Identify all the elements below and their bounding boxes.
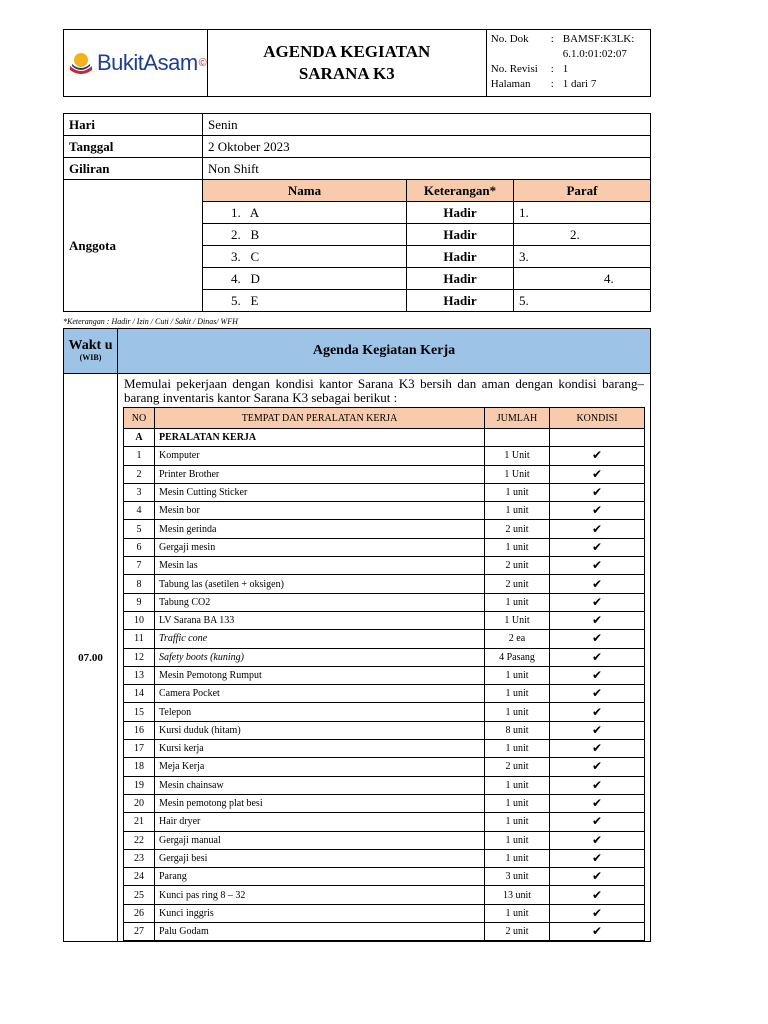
item-name: Camera Pocket — [155, 685, 485, 703]
time-cell: 07.00 — [64, 374, 118, 942]
logo-cell — [64, 30, 208, 97]
item-qty: 1 unit — [485, 831, 550, 849]
meta-sep: : — [550, 33, 554, 45]
member-status: Hadir — [407, 268, 514, 290]
item-name: Komputer — [155, 447, 485, 465]
item-no: 14 — [124, 685, 155, 703]
item-name: Mesin las — [155, 557, 485, 575]
item-qty: 1 Unit — [485, 611, 550, 629]
inventory-row — [124, 538, 645, 556]
item-name: Hair dryer — [155, 813, 485, 831]
inventory-header-row — [124, 408, 645, 429]
member-paraf: 2. — [514, 224, 651, 246]
keterangan-note: *Keterangan : Hadir / Izin / Cuti / Sakit / Dinas/ WFH — [63, 317, 238, 326]
item-condition-check-icon: ✔ — [550, 666, 645, 684]
tanggal-value: 2 Oktober 2023 — [203, 136, 651, 158]
item-no: 24 — [124, 868, 155, 886]
item-qty: 1 unit — [485, 740, 550, 758]
inventory-row — [124, 483, 645, 501]
item-condition-check-icon: ✔ — [550, 630, 645, 648]
item-name: Mesin pemotong plat besi — [155, 794, 485, 812]
col-kondisi: KONDISI — [550, 408, 645, 429]
inventory-row — [124, 886, 645, 904]
item-condition-check-icon: ✔ — [550, 703, 645, 721]
inventory-row — [124, 685, 645, 703]
meta-value-page: 1 dari 7 — [562, 78, 597, 90]
item-condition-check-icon: ✔ — [550, 465, 645, 483]
inventory-row — [124, 593, 645, 611]
item-name: Tabung las (asetilen + oksigen) — [155, 575, 485, 593]
agenda-table — [63, 328, 651, 942]
item-name: Palu Godam — [155, 923, 485, 941]
item-condition-check-icon: ✔ — [550, 776, 645, 794]
item-qty: 1 unit — [485, 703, 550, 721]
meta-sep: : — [550, 63, 554, 75]
section-empty — [485, 429, 550, 447]
item-qty: 2 unit — [485, 923, 550, 941]
agenda-intro: Memulai pekerjaan dengan kondisi kantor Sarana K3 bersih dan aman dengan kondisi barang–barang inventaris kantor Sarana K3 sebagai berikut : — [124, 376, 644, 405]
item-condition-check-icon: ✔ — [550, 575, 645, 593]
inventory-row — [124, 721, 645, 739]
item-no: 27 — [124, 923, 155, 941]
col-no: NO — [124, 408, 155, 429]
item-condition-check-icon: ✔ — [550, 502, 645, 520]
item-no: 8 — [124, 575, 155, 593]
item-condition-check-icon: ✔ — [550, 886, 645, 904]
item-name: Kunci pas ring 8 – 32 — [155, 886, 485, 904]
member-name: 4. D — [203, 268, 407, 290]
member-name: 5. E — [203, 290, 407, 312]
item-condition-check-icon: ✔ — [550, 923, 645, 941]
item-no: 17 — [124, 740, 155, 758]
inventory-row — [124, 502, 645, 520]
item-no: 2 — [124, 465, 155, 483]
logo-mark-icon: © — [198, 57, 207, 69]
logo-text: BukitAsam — [97, 50, 198, 75]
item-condition-check-icon: ✔ — [550, 520, 645, 538]
inventory-row — [124, 575, 645, 593]
member-paraf: 1. — [514, 202, 651, 224]
item-qty: 2 unit — [485, 758, 550, 776]
item-condition-check-icon: ✔ — [550, 831, 645, 849]
inventory-row — [124, 776, 645, 794]
meta-value-revision: 1 — [562, 63, 569, 75]
waktu-label: Wakt u — [68, 338, 113, 353]
item-name: Gergaji manual — [155, 831, 485, 849]
meta-label: No. Dok — [490, 33, 529, 45]
item-condition-check-icon: ✔ — [550, 868, 645, 886]
item-condition-check-icon: ✔ — [550, 849, 645, 867]
document-header — [63, 29, 651, 97]
item-name: Mesin bor — [155, 502, 485, 520]
item-name: Mesin gerinda — [155, 520, 485, 538]
item-qty: 1 Unit — [485, 447, 550, 465]
item-qty: 1 unit — [485, 483, 550, 501]
item-qty: 1 unit — [485, 502, 550, 520]
item-name: Kursi duduk (hitam) — [155, 721, 485, 739]
inventory-row — [124, 904, 645, 922]
hari-label: Hari — [64, 114, 203, 136]
section-row — [124, 429, 645, 447]
item-qty: 2 ea — [485, 630, 550, 648]
document-title — [207, 30, 486, 97]
title-line-1: AGENDA KEGIATAN — [263, 42, 431, 61]
item-qty: 1 unit — [485, 904, 550, 922]
giliran-value: Non Shift — [203, 158, 651, 180]
section-no: A — [124, 429, 155, 447]
item-name: Telepon — [155, 703, 485, 721]
item-no: 22 — [124, 831, 155, 849]
item-no: 5 — [124, 520, 155, 538]
member-name: 2. B — [203, 224, 407, 246]
meta-label: Halaman — [490, 78, 531, 90]
inventory-row — [124, 648, 645, 666]
item-condition-check-icon: ✔ — [550, 758, 645, 776]
title-line-2: SARANA K3 — [298, 64, 395, 83]
member-paraf: 5. — [514, 290, 651, 312]
item-name: Tabung CO2 — [155, 593, 485, 611]
item-name: Parang — [155, 868, 485, 886]
item-qty: 1 Unit — [485, 465, 550, 483]
member-paraf: 4. — [514, 268, 651, 290]
item-condition-check-icon: ✔ — [550, 648, 645, 666]
item-qty: 1 unit — [485, 794, 550, 812]
item-qty: 1 unit — [485, 685, 550, 703]
inventory-row — [124, 611, 645, 629]
section-label: PERALATAN KERJA — [155, 429, 485, 447]
item-no: 10 — [124, 611, 155, 629]
member-name: 1. A — [203, 202, 407, 224]
item-name: Meja Kerja — [155, 758, 485, 776]
item-name: Safety boots (kuning) — [155, 648, 485, 666]
item-qty: 2 unit — [485, 520, 550, 538]
inventory-row — [124, 630, 645, 648]
inventory-row — [124, 923, 645, 941]
member-status: Hadir — [407, 224, 514, 246]
waktu-header — [64, 329, 118, 374]
item-qty: 4 Pasang — [485, 648, 550, 666]
item-no: 21 — [124, 813, 155, 831]
item-qty: 1 unit — [485, 813, 550, 831]
col-keterangan: Keterangan* — [407, 180, 514, 202]
item-no: 12 — [124, 648, 155, 666]
item-qty: 1 unit — [485, 776, 550, 794]
item-condition-check-icon: ✔ — [550, 740, 645, 758]
inventory-row — [124, 849, 645, 867]
inventory-row — [124, 465, 645, 483]
item-condition-check-icon: ✔ — [550, 447, 645, 465]
item-no: 13 — [124, 666, 155, 684]
item-qty: 1 unit — [485, 849, 550, 867]
item-condition-check-icon: ✔ — [550, 611, 645, 629]
item-no: 26 — [124, 904, 155, 922]
hari-value: Senin — [203, 114, 651, 136]
member-name: 3. C — [203, 246, 407, 268]
item-name: Kursi kerja — [155, 740, 485, 758]
agenda-content — [118, 374, 651, 942]
item-name: Mesin chainsaw — [155, 776, 485, 794]
item-no: 16 — [124, 721, 155, 739]
member-status: Hadir — [407, 246, 514, 268]
item-qty: 2 unit — [485, 557, 550, 575]
item-condition-check-icon: ✔ — [550, 483, 645, 501]
item-no: 20 — [124, 794, 155, 812]
item-no: 1 — [124, 447, 155, 465]
bukit-asam-logo-icon — [68, 50, 94, 76]
member-status: Hadir — [407, 202, 514, 224]
item-qty: 3 unit — [485, 868, 550, 886]
document-meta — [486, 30, 650, 97]
col-nama: Nama — [203, 180, 407, 202]
item-condition-check-icon: ✔ — [550, 538, 645, 556]
item-name: LV Sarana BA 133 — [155, 611, 485, 629]
wib-label: (WIB) — [79, 353, 102, 362]
item-no: 9 — [124, 593, 155, 611]
item-no: 3 — [124, 483, 155, 501]
inventory-row — [124, 666, 645, 684]
inventory-row — [124, 740, 645, 758]
item-name: Kunci inggris — [155, 904, 485, 922]
item-no: 11 — [124, 630, 155, 648]
agenda-header: Agenda Kegiatan Kerja — [118, 329, 651, 374]
giliran-label: Giliran — [64, 158, 203, 180]
col-paraf: Paraf — [514, 180, 651, 202]
item-condition-check-icon: ✔ — [550, 557, 645, 575]
item-name: Mesin Cutting Sticker — [155, 483, 485, 501]
item-qty: 13 unit — [485, 886, 550, 904]
inventory-row — [124, 447, 645, 465]
company-logo — [64, 50, 207, 76]
meta-sep: : — [550, 78, 554, 90]
item-no: 23 — [124, 849, 155, 867]
item-name: Gergaji mesin — [155, 538, 485, 556]
item-condition-check-icon: ✔ — [550, 813, 645, 831]
inventory-row — [124, 813, 645, 831]
tanggal-label: Tanggal — [64, 136, 203, 158]
section-empty — [550, 429, 645, 447]
inventory-table — [123, 407, 645, 941]
item-condition-check-icon: ✔ — [550, 685, 645, 703]
item-no: 19 — [124, 776, 155, 794]
inventory-row — [124, 831, 645, 849]
member-status: Hadir — [407, 290, 514, 312]
inventory-row — [124, 758, 645, 776]
col-jumlah: JUMLAH — [485, 408, 550, 429]
item-qty: 2 unit — [485, 575, 550, 593]
item-no: 7 — [124, 557, 155, 575]
item-condition-check-icon: ✔ — [550, 593, 645, 611]
col-tempat: TEMPAT DAN PERALATAN KERJA — [155, 408, 485, 429]
inventory-row — [124, 520, 645, 538]
anggota-label: Anggota — [64, 180, 203, 312]
member-paraf: 3. — [514, 246, 651, 268]
item-condition-check-icon: ✔ — [550, 904, 645, 922]
item-condition-check-icon: ✔ — [550, 721, 645, 739]
item-no: 18 — [124, 758, 155, 776]
item-qty: 1 unit — [485, 666, 550, 684]
item-no: 4 — [124, 502, 155, 520]
meta-label: No. Revisi — [490, 63, 538, 75]
item-no: 15 — [124, 703, 155, 721]
item-qty: 8 unit — [485, 721, 550, 739]
item-condition-check-icon: ✔ — [550, 794, 645, 812]
item-no: 25 — [124, 886, 155, 904]
info-table — [63, 113, 651, 312]
item-qty: 1 unit — [485, 593, 550, 611]
meta-value-doc: BAMSF:K3LK: 6.1.0:01:02:07 — [562, 33, 635, 60]
item-qty: 1 unit — [485, 538, 550, 556]
inventory-row — [124, 557, 645, 575]
inventory-row — [124, 868, 645, 886]
inventory-row — [124, 794, 645, 812]
item-name: Mesin Pemotong Rumput — [155, 666, 485, 684]
inventory-row — [124, 703, 645, 721]
item-name: Traffic cone — [155, 630, 485, 648]
item-name: Gergaji besi — [155, 849, 485, 867]
item-no: 6 — [124, 538, 155, 556]
item-name: Printer Brother — [155, 465, 485, 483]
